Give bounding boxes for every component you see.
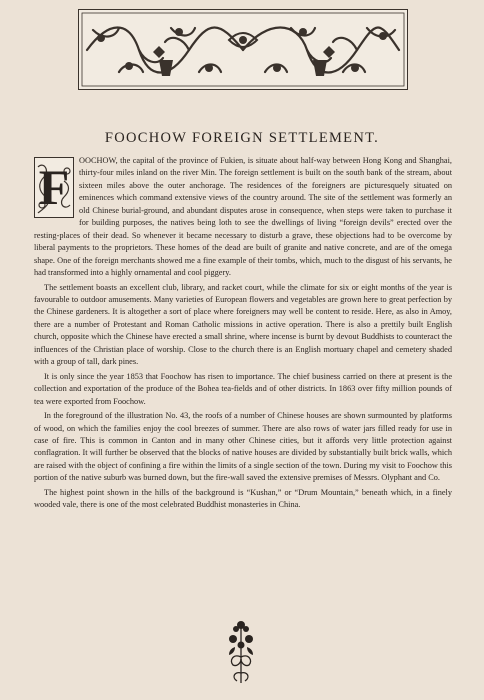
- paragraph-1: [34, 155, 452, 280]
- floral-sprig-icon: [225, 617, 257, 687]
- paragraph-3: It is only since the year 1853 that Foochow has risen to importance. The chief business carried on there at present is the collection and exportation of the produce of the Bohea tea-fields and of other districts. In 1863 over fifty million pounds of tea were exported from Foochow.: [34, 371, 452, 406]
- paragraph-1-text: OOCHOW, the capital of the province of Fukien, is situate about half-way between Hong Kong and Shanghai, thirty-four miles inland on the river Min. The foreign settlement is built on the south bank of the stream, about sixteen miles above the outer anchorage. The residences of the foreigners are picturesquely situated on eminences which command extensive views of the country around. The site of the settlement was formerly an old Chinese burial-ground, and abundant disputes arose in consequence, when steps were taken to purchase it for building purposes, the natives being loth to see the dwellings of living “foreign devils” erected over the resting-places of their dead. So whenever it became necessary to disturb a grave, these objections had to be overcome by liberal payments to the proprietors. These homes of the dead are built of granite and native concrete, and are of the omega shape. One of the foreign merchants showed me a fine example of their tombs, which, much to the disgust of his servants, he had transformed into a highly ornamental and cool piggery.: [34, 156, 452, 278]
- dropcap-letter: F: [38, 159, 70, 215]
- tailpiece-ornament: [225, 617, 257, 687]
- vine-scroll-icon: [79, 10, 407, 89]
- headpiece-ornament: [78, 9, 408, 90]
- article-body: [34, 155, 452, 514]
- paragraph-5: The highest point shown in the hills of the background is “Kushan,” or “Drum Mountain,” beneath which, in a finely wooded vale, there is one of the most celebrated Buddhist monasteries in China.: [34, 487, 452, 510]
- dropcap-initial: [34, 157, 74, 218]
- ornamental-initial-icon: [34, 157, 74, 218]
- page-title: FOOCHOW FOREIGN SETTLEMENT.: [104, 130, 380, 146]
- paragraph-4: In the foreground of the illustration No. 43, the roofs of a number of Chinese houses are shown surmounted by platforms of wood, on which the families enjoy the cool breezes of summer. There are also rows of water jars filled ready for use in case of fire. This is common in Canton and in many other Chinese cities, but it affords very little protection against conflagration. It will further be observed that the blocks of native houses are divided by substantially built brick walls, which are raised with the object of confining a fire within the limits of a single section of the town. During my visit to Foochow this portion of the native suburb was burned down, but the fire-wall saved the extensive premises of Messrs. Olyphant and Co.: [34, 411, 452, 483]
- paragraph-2: The settlement boasts an excellent club, library, and racket court, while the climate for six or eight months of the year is favourable to outdoor amusements. Many varieties of European flowers and vegetables are grown here to great perfection by the Chinese gardeners. It is altogether a sort of place where foreigners may well be content to reside. Here, as also in Amoy, there are a number of Protestant and Roman Catholic missions in active operation. There is also a prettily built English church, opposite which the Chinese have erected a small shrine, where incense is burnt by devout Buddhists to counteract the influences of the Christian place of worship. Close to the church there is an English mortuary chapel and cemetery shaded with a group of tall, dark pines.: [34, 282, 452, 367]
